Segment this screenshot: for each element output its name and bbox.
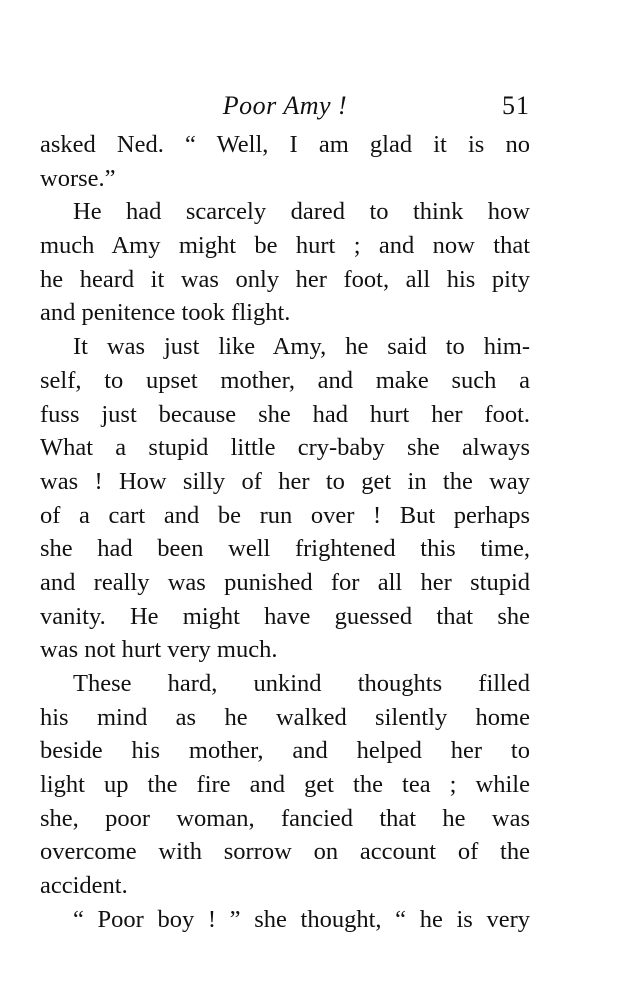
text-line: “ Poor boy ! ” she thought, “ he is very (73, 905, 530, 933)
text-line: accident. (40, 872, 128, 900)
running-title: Poor Amy ! (222, 91, 348, 120)
page-number: 51 (502, 91, 530, 120)
text-line: she had been well frightened this time, (40, 535, 530, 563)
text-line: much Amy might be hurt ; and now that (40, 232, 530, 260)
text-line: It was just like Amy, he said to him- (73, 333, 530, 361)
text-line: she, poor woman, fancied that he was (40, 804, 530, 832)
text-line: and penitence took flight. (40, 299, 291, 327)
text-line: overcome with sorrow on account of the (40, 838, 530, 866)
text-line: vanity. He might have guessed that she (40, 602, 530, 630)
text-line: What a stupid little cry-baby she always (40, 434, 530, 462)
text-line: He had scarcely dared to think how (73, 198, 530, 226)
body-text (40, 128, 530, 937)
text-line: asked Ned. “ Well, I am glad it is no (40, 131, 530, 158)
text-line: was not hurt very much. (40, 636, 278, 664)
text-line: self, to upset mother, and make such a (40, 366, 530, 394)
text-line: beside his mother, and helped her to (40, 737, 530, 765)
text-line: light up the fire and get the tea ; while (40, 771, 530, 799)
text-line: was ! How silly of her to get in the way (40, 467, 530, 495)
text-line: and really was punished for all her stupid (40, 568, 530, 596)
text-line: worse.” (40, 164, 116, 192)
text-line: he heard it was only her foot, all his pity (40, 265, 530, 293)
text-line: his mind as he walked silently home (40, 703, 530, 731)
text-line: of a cart and be run over ! But perhaps (40, 501, 530, 529)
text-line: fuss just because she had hurt her foot. (40, 400, 530, 428)
running-head (40, 88, 530, 124)
text-line: These hard, unkind thoughts filled (73, 670, 530, 697)
